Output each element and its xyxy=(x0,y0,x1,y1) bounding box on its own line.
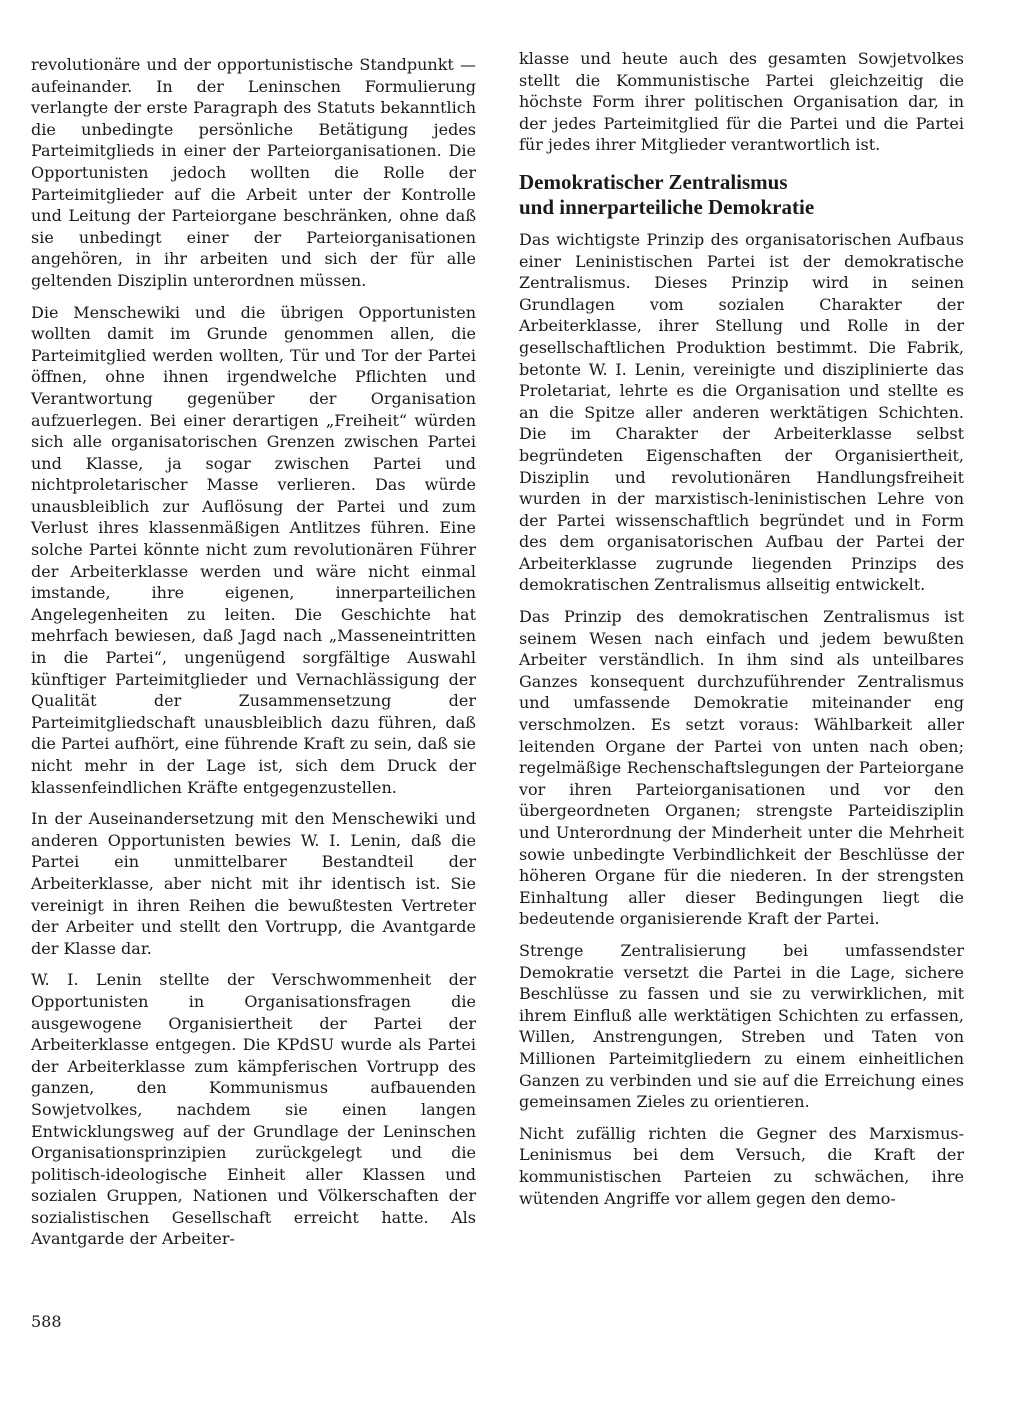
right-paragraph-1: Das wichtigste Prinzip des organisatorischen Aufbaus einer Leninistischen Partei ist der demokratische Zentralismus. Dieses Prinzip wird in seinen Grundlagen vom sozialen Charakter der Arbeiterklasse, ihrer Stellung und Rolle in der gesellschaftlichen Produktion bestimmt. Die Fabrik, betonte W. I. Lenin, vereinigte und disziplinierte das Proletariat, lehrte es die Organisation und stellte es an die Spitze aller anderen werktätigen Schichten. Die im Charakter der Arbeiterklasse selbst begründeten Eigenschaften der Organisiertheit, Disziplin und revolutionären Handlungsfreiheit wurden in der marxistisch-leninistischen Lehre von der Partei wissenschaftlich begründet und in Form des dem organisatorischen Aufbau der Partei der Arbeiterklasse zugrunde liegenden Prinzips des demokratischen Zentralismus allseitig entwickelt. xyxy=(519,229,964,595)
left-paragraph-4: W. I. Lenin stellte der Verschwommenheit der Opportunisten in Organisationsfragen die ausgewogene Organisiertheit der Partei der Arbeiterklasse entgegen. Die KPdSU wurde als Partei der Arbeiterklasse zum kämpferischen Vortrupp des ganzen, den Kommunismus aufbauenden Sowjetvolkes, nachdem sie einen langen Entwicklungsweg auf der Grundlage der Leninschen Organisationsprinzipien zurückgelegt und die politisch-ideologische Einheit aller Klassen und sozialen Gruppen, Nationen und Völkerschaften der sozialistischen Gesellschaft erreicht hatte. Als Avantgarde der Arbeiter- xyxy=(31,970,476,1249)
right-paragraph-2: Das Prinzip des demokratischen Zentralismus ist seinem Wesen nach einfach und jedem bewußten Arbeiter verständlich. In ihm sind als unteilbares Ganzes konsequent durchzuführender Zentralismus und umfassende Demokratie miteinander eng verschmolzen. Es setzt voraus: Wählbarkeit aller leitenden Organe der Partei von unten nach oben; regelmäßige Rechenschaftslegungen der Parteiorgane vor ihren Parteiorganisationen und vor den übergeordneten Organen; strengste Parteidisziplin und Unterordnung der Minderheit unter die Mehrheit sowie unbedingte Verbindlichkeit der Beschlüsse der höheren Organe für die niederen. In der strengsten Einhaltung aller dieser Bedingungen liegt die bedeutende organisierende Kraft der Partei. xyxy=(519,607,964,929)
page-number: 588 xyxy=(31,1312,62,1331)
left-paragraph-2: Die Menschewiki und die übrigen Opportunisten wollten damit im Grunde genommen allen, die Parteimitglied werden wollten, Tür und Tor der Partei öffnen, ohne ihnen irgendwelche Pflichten und Verantwortung gegenüber der Organisation aufzuerlegen. Bei einer derartigen „Freiheit“ würden sich alle organisatorischen Grenzen zwischen Partei und Klasse, ja sogar zwischen Partei und nichtproletarischer Masse verlieren. Das würde unausbleiblich zur Auflösung der Partei und zum Verlust ihres klassenmäßigen Antlitzes führen. Eine solche Partei könnte nicht zum revolutionären Führer der Arbeiterklasse werden und wäre nicht einmal imstande, ihre eigenen, innerparteilichen Angelegenheiten zu leiten. Die Geschichte hat mehrfach bewiesen, daß Jagd nach „Masseneintritten in die Partei“, ungenügend sorgfältige Auswahl künftiger Parteimitglieder und Vernachlässigung der Qualität der Zusammensetzung der Parteimitgliedschaft unausbleiblich dazu führen, daß die Partei aufhört, eine führende Kraft zu sein, daß sie nicht mehr in der Lage ist, sich dem Druck der klassenfeindlichen Kräfte entgegenzustellen. xyxy=(31,302,476,797)
right-column xyxy=(519,48,964,1219)
section-heading-line-2: und innerparteiliche Demokratie xyxy=(519,194,815,219)
left-column xyxy=(31,54,476,1260)
left-paragraph-3: In der Auseinandersetzung mit den Menschewiki und anderen Opportunisten bewies W. I. Lenin, daß die Partei ein unmittelbarer Bestandteil der Arbeiterklasse, aber nicht mit ihr identisch ist. Sie vereinigt in ihren Reihen die bewußtesten Vertreter der Arbeiter und stellt den Vortrupp, die Avantgarde der Klasse dar. xyxy=(31,809,476,958)
section-heading xyxy=(519,170,964,220)
section-heading-line-1: Demokratischer Zentralismus xyxy=(519,169,788,194)
right-paragraph-3: Strenge Zentralisierung bei umfassendster Demokratie versetzt die Partei in die Lage, sichere Beschlüsse zu fassen und sie zu verwirklichen, mit ihrem Einfluß alle werktätigen Schichten zu erfassen, Willen, Anstrengungen, Streben und Taten von Millionen Parteimitgliedern zu einem einheitlichen Ganzen zu verbinden und sie auf die Erreichung eines gemeinsamen Zieles zu orientieren. xyxy=(519,940,964,1112)
left-paragraph-1: revolutionäre und der opportunistische Standpunkt — aufeinander. In der Leninschen Formulierung verlangte der erste Paragraph des Statuts bekanntlich die unbedingte persönliche Betätigung jedes Parteimitglieds in einer der Parteiorganisationen. Die Opportunisten jedoch wollten die Rolle der Parteimitglieder auf die Arbeit unter der Kontrolle und Leitung der Parteiorgane beschränken, ohne daß sie unbedingt einer der Parteiorganisationen angehören, in ihr arbeiten und sich der für alle geltenden Disziplin unterordnen müssen. xyxy=(31,55,476,290)
right-intro-paragraph: klasse und heute auch des gesamten Sowjetvolkes stellt die Kommunistische Partei gleichzeitig die höchste Form ihrer politischen Organisation dar, in der jedes Parteimitglied für die Partei und die Partei für jedes ihrer Mitglieder verantwortlich ist. xyxy=(519,49,964,155)
right-paragraph-4: Nicht zufällig richten die Gegner des Marxismus-Leninismus bei dem Versuch, die Kraft der kommunistischen Parteien zu schwächen, ihre wütenden Angriffe vor allem gegen den demo- xyxy=(519,1123,964,1208)
